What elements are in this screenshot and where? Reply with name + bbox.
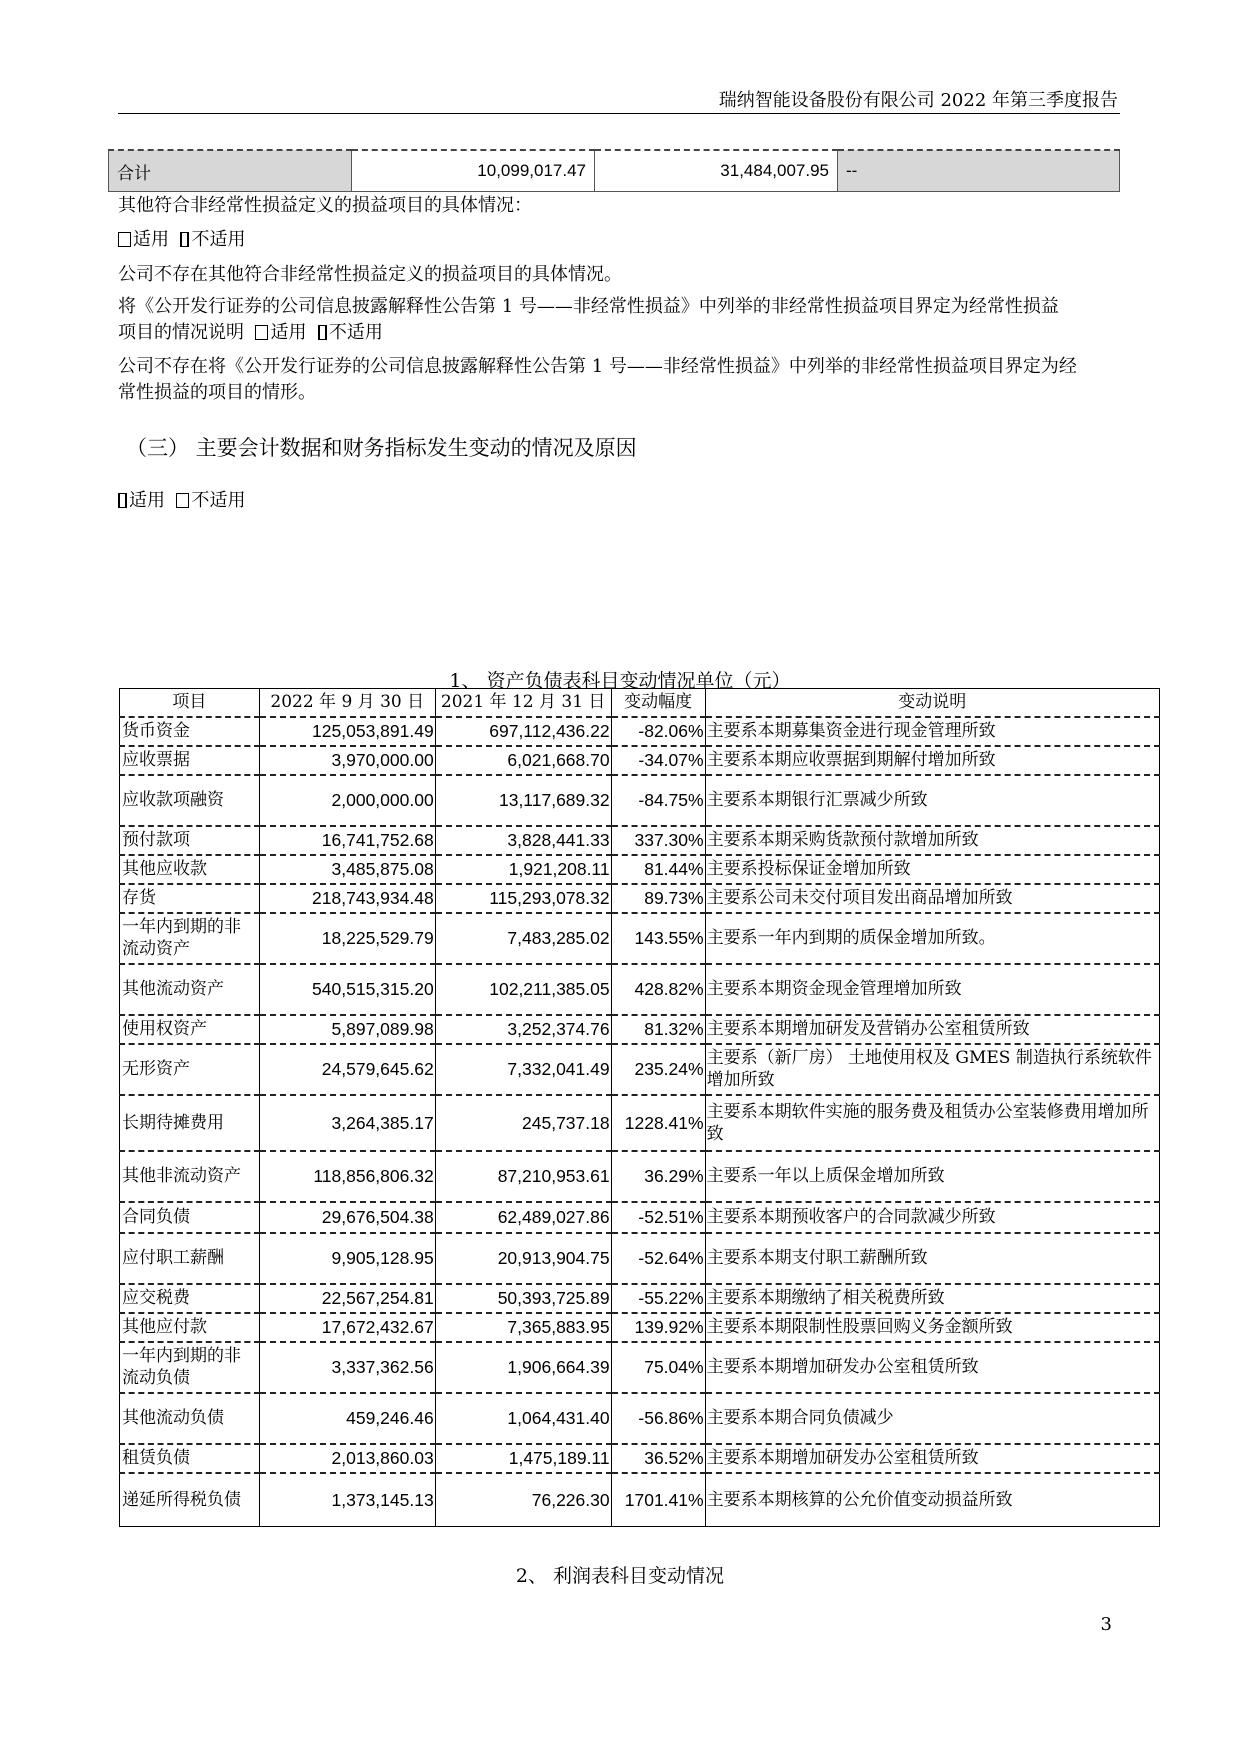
table-row [120, 1444, 1160, 1473]
row-desc: 主要系本期应收票据到期解付增加所致 [705, 746, 1159, 775]
row-item: 其他应付款 [120, 1313, 260, 1342]
col-header-previous: 2021 年 12 月 31 日 [435, 689, 611, 717]
row-previous: 13,117,689.32 [435, 775, 611, 826]
row-current: 16,741,752.68 [259, 826, 435, 855]
not-applicable-label: 不适用 [191, 229, 246, 250]
applicability-row-3 [118, 488, 1128, 514]
row-desc: 主要系本期资金现金管理增加所致 [705, 964, 1159, 1015]
row-previous: 1,475,189.11 [435, 1444, 611, 1473]
row-current: 459,246.46 [259, 1393, 435, 1444]
row-desc: 主要系本期软件实施的服务费及租赁办公室装修费用增加所致 [705, 1095, 1159, 1151]
row-pct: 337.30% [611, 826, 705, 855]
row-previous: 1,064,431.40 [435, 1393, 611, 1444]
row-pct: -82.06% [611, 717, 705, 746]
col-header-current: 2022 年 9 月 30 日 [259, 689, 435, 717]
checkbox-applicable-checked[interactable] [118, 493, 127, 508]
paragraph-no-reclassification-line2: 常性损益的项目的情形。 [118, 382, 316, 403]
not-applicable-label: 不适用 [328, 322, 383, 343]
row-desc: 主要系本期增加研发及营销办公室租赁所致 [705, 1015, 1159, 1044]
row-current: 3,264,385.17 [259, 1095, 435, 1151]
row-item: 一年内到期的非流动资产 [120, 913, 260, 964]
col-header-description: 变动说明 [705, 689, 1159, 717]
row-current: 22,567,254.81 [259, 1284, 435, 1313]
row-desc: 主要系一年以上质保金增加所致 [705, 1151, 1159, 1202]
table-row [120, 913, 1160, 964]
row-item: 货币资金 [120, 717, 260, 746]
row-previous: 50,393,725.89 [435, 1284, 611, 1313]
table1-title: 1、 资产负债表科目变动情况单位（元） [449, 670, 791, 692]
table-row [120, 746, 1160, 775]
row-pct: -56.86% [611, 1393, 705, 1444]
table-header-row [120, 689, 1160, 717]
row-pct: -52.51% [611, 1202, 705, 1233]
paragraph-other-items: 其他符合非经常性损益定义的损益项目的具体情况： [118, 195, 532, 216]
applicable-label: 适用 [129, 490, 165, 511]
report-header-title: 瑞纳智能设备股份有限公司 2022 年第三季度报告 [718, 90, 1118, 111]
not-applicable-label: 不适用 [191, 490, 246, 511]
row-pct: 36.52% [611, 1444, 705, 1473]
total-label: 合计 [109, 150, 352, 192]
row-current: 18,225,529.79 [259, 913, 435, 964]
row-item: 租赁负债 [120, 1444, 260, 1473]
paragraph-no-reclassification-line1: 公司不存在将《公开发行证券的公司信息披露解释性公告第 1 号——非经常性损益》中列举的非经常性损益项目界定为经 [118, 356, 1077, 377]
row-pct: 89.73% [611, 884, 705, 913]
table-row [120, 1202, 1160, 1233]
row-current: 2,000,000.00 [259, 775, 435, 826]
row-pct: 428.82% [611, 964, 705, 1015]
row-item: 预付款项 [120, 826, 260, 855]
row-desc: 主要系本期缴纳了相关税费所致 [705, 1284, 1159, 1313]
row-current: 29,676,504.38 [259, 1202, 435, 1233]
balance-sheet-changes-table [119, 688, 1160, 1527]
row-item: 其他流动资产 [120, 964, 260, 1015]
row-item: 存货 [120, 884, 260, 913]
row-previous: 1,921,208.11 [435, 855, 611, 884]
row-item: 应收票据 [120, 746, 260, 775]
table-row [120, 826, 1160, 855]
paragraph-reclassification-line1: 将《公开发行证券的公司信息披露解释性公告第 1 号——非经常性损益》中列举的非经常性损益项目界定为经常性损益 [118, 296, 1059, 317]
row-pct: 235.24% [611, 1044, 705, 1095]
row-current: 5,897,089.98 [259, 1015, 435, 1044]
row-desc: 主要系本期预收客户的合同款减少所致 [705, 1202, 1159, 1233]
col-header-change-pct: 变动幅度 [611, 689, 705, 717]
row-item: 应付职工薪酬 [120, 1233, 260, 1284]
table-row [120, 884, 1160, 913]
table-row [120, 1233, 1160, 1284]
row-current: 125,053,891.49 [259, 717, 435, 746]
row-current: 9,905,128.95 [259, 1233, 435, 1284]
row-previous: 6,021,668.70 [435, 746, 611, 775]
row-item: 其他流动负债 [120, 1393, 260, 1444]
table-row [120, 1044, 1160, 1095]
table-row [120, 1095, 1160, 1151]
row-pct: 36.29% [611, 1151, 705, 1202]
row-pct: 139.92% [611, 1313, 705, 1342]
row-current: 24,579,645.62 [259, 1044, 435, 1095]
table-row [120, 1473, 1160, 1527]
row-previous: 7,483,285.02 [435, 913, 611, 964]
table-row [120, 775, 1160, 826]
row-previous: 20,913,904.75 [435, 1233, 611, 1284]
row-current: 2,013,860.03 [259, 1444, 435, 1473]
row-desc: 主要系本期支付职工薪酬所致 [705, 1233, 1159, 1284]
checkbox-not-applicable[interactable] [176, 493, 189, 508]
row-desc: 主要系本期采购货款预付款增加所致 [705, 826, 1159, 855]
row-pct: 75.04% [611, 1342, 705, 1393]
total-value-1: 10,099,017.47 [352, 150, 595, 192]
table-row [120, 855, 1160, 884]
row-current: 218,743,934.48 [259, 884, 435, 913]
total-value-2: 31,484,007.95 [595, 150, 838, 192]
row-desc: 主要系（新厂房） 土地使用权及 GMES 制造执行系统软件增加所致 [705, 1044, 1159, 1095]
row-current: 3,970,000.00 [259, 746, 435, 775]
table-row [120, 1342, 1160, 1393]
row-item: 长期待摊费用 [120, 1095, 260, 1151]
row-previous: 62,489,027.86 [435, 1202, 611, 1233]
row-previous: 7,332,041.49 [435, 1044, 611, 1095]
checkbox-not-applicable-checked[interactable] [180, 232, 189, 247]
row-item: 应交税费 [120, 1284, 260, 1313]
row-desc: 主要系本期限制性股票回购义务金额所致 [705, 1313, 1159, 1342]
row-previous: 76,226.30 [435, 1473, 611, 1527]
table-row [120, 717, 1160, 746]
total-row [109, 150, 1120, 192]
applicable-label: 适用 [133, 229, 169, 250]
col-header-item: 项目 [120, 689, 260, 717]
row-current: 3,337,362.56 [259, 1342, 435, 1393]
row-desc: 主要系投标保证金增加所致 [705, 855, 1159, 884]
row-desc: 主要系本期募集资金进行现金管理所致 [705, 717, 1159, 746]
total-value-3: -- [838, 150, 1120, 192]
header-divider [118, 113, 1120, 114]
row-pct: 1701.41% [611, 1473, 705, 1527]
row-desc: 主要系本期核算的公允价值变动损益所致 [705, 1473, 1159, 1527]
row-current: 1,373,145.13 [259, 1473, 435, 1527]
row-pct: -52.64% [611, 1233, 705, 1284]
row-item: 一年内到期的非流动负债 [120, 1342, 260, 1393]
row-pct: -34.07% [611, 746, 705, 775]
row-item: 合同负债 [120, 1202, 260, 1233]
row-pct: 81.44% [611, 855, 705, 884]
checkbox-applicable[interactable] [255, 325, 268, 340]
row-current: 17,672,432.67 [259, 1313, 435, 1342]
row-desc: 主要系本期银行汇票减少所致 [705, 775, 1159, 826]
table-row [120, 964, 1160, 1015]
row-pct: -55.22% [611, 1284, 705, 1313]
row-previous: 115,293,078.32 [435, 884, 611, 913]
row-current: 3,485,875.08 [259, 855, 435, 884]
row-item: 无形资产 [120, 1044, 260, 1095]
row-item: 其他应收款 [120, 855, 260, 884]
row-current: 118,856,806.32 [259, 1151, 435, 1202]
row-desc: 主要系一年内到期的质保金增加所致。 [705, 913, 1159, 964]
row-previous: 1,906,664.39 [435, 1342, 611, 1393]
row-pct: -84.75% [611, 775, 705, 826]
row-previous: 3,828,441.33 [435, 826, 611, 855]
table-row [120, 1015, 1160, 1044]
table2-title: 2、 利润表科目变动情况 [515, 1565, 725, 1587]
checkbox-not-applicable-checked[interactable] [318, 325, 327, 340]
checkbox-applicable[interactable] [118, 232, 131, 247]
row-pct: 143.55% [611, 913, 705, 964]
paragraph-reclassification-line2 [118, 320, 1128, 346]
paragraph-no-other-items: 公司不存在其他符合非经常性损益定义的损益项目的具体情况。 [118, 264, 622, 285]
applicable-label: 适用 [270, 322, 307, 343]
reclassification-label: 项目的情况说明 [118, 322, 244, 343]
row-previous: 87,210,953.61 [435, 1151, 611, 1202]
row-previous: 7,365,883.95 [435, 1313, 611, 1342]
row-item: 递延所得税负债 [120, 1473, 260, 1527]
row-desc: 主要系本期增加研发办公室租赁所致 [705, 1444, 1159, 1473]
row-previous: 102,211,385.05 [435, 964, 611, 1015]
row-previous: 3,252,374.76 [435, 1015, 611, 1044]
row-desc: 主要系本期增加研发办公室租赁所致 [705, 1342, 1159, 1393]
row-previous: 245,737.18 [435, 1095, 611, 1151]
row-item: 应收款项融资 [120, 775, 260, 826]
row-previous: 697,112,436.22 [435, 717, 611, 746]
applicability-row-1 [118, 227, 1128, 253]
table-row [120, 1151, 1160, 1202]
table-row [120, 1313, 1160, 1342]
row-desc: 主要系本期合同负债减少 [705, 1393, 1159, 1444]
table-row [120, 1393, 1160, 1444]
row-current: 540,515,315.20 [259, 964, 435, 1015]
row-pct: 81.32% [611, 1015, 705, 1044]
row-pct: 1228.41% [611, 1095, 705, 1151]
total-row-table [108, 149, 1120, 192]
row-desc: 主要系公司未交付项目发出商品增加所致 [705, 884, 1159, 913]
row-item: 使用权资产 [120, 1015, 260, 1044]
page-number: 3 [1100, 1614, 1112, 1635]
section-title: （三） 主要会计数据和财务指标发生变动的情况及原因 [126, 436, 637, 460]
row-item: 其他非流动资产 [120, 1151, 260, 1202]
table-row [120, 1284, 1160, 1313]
